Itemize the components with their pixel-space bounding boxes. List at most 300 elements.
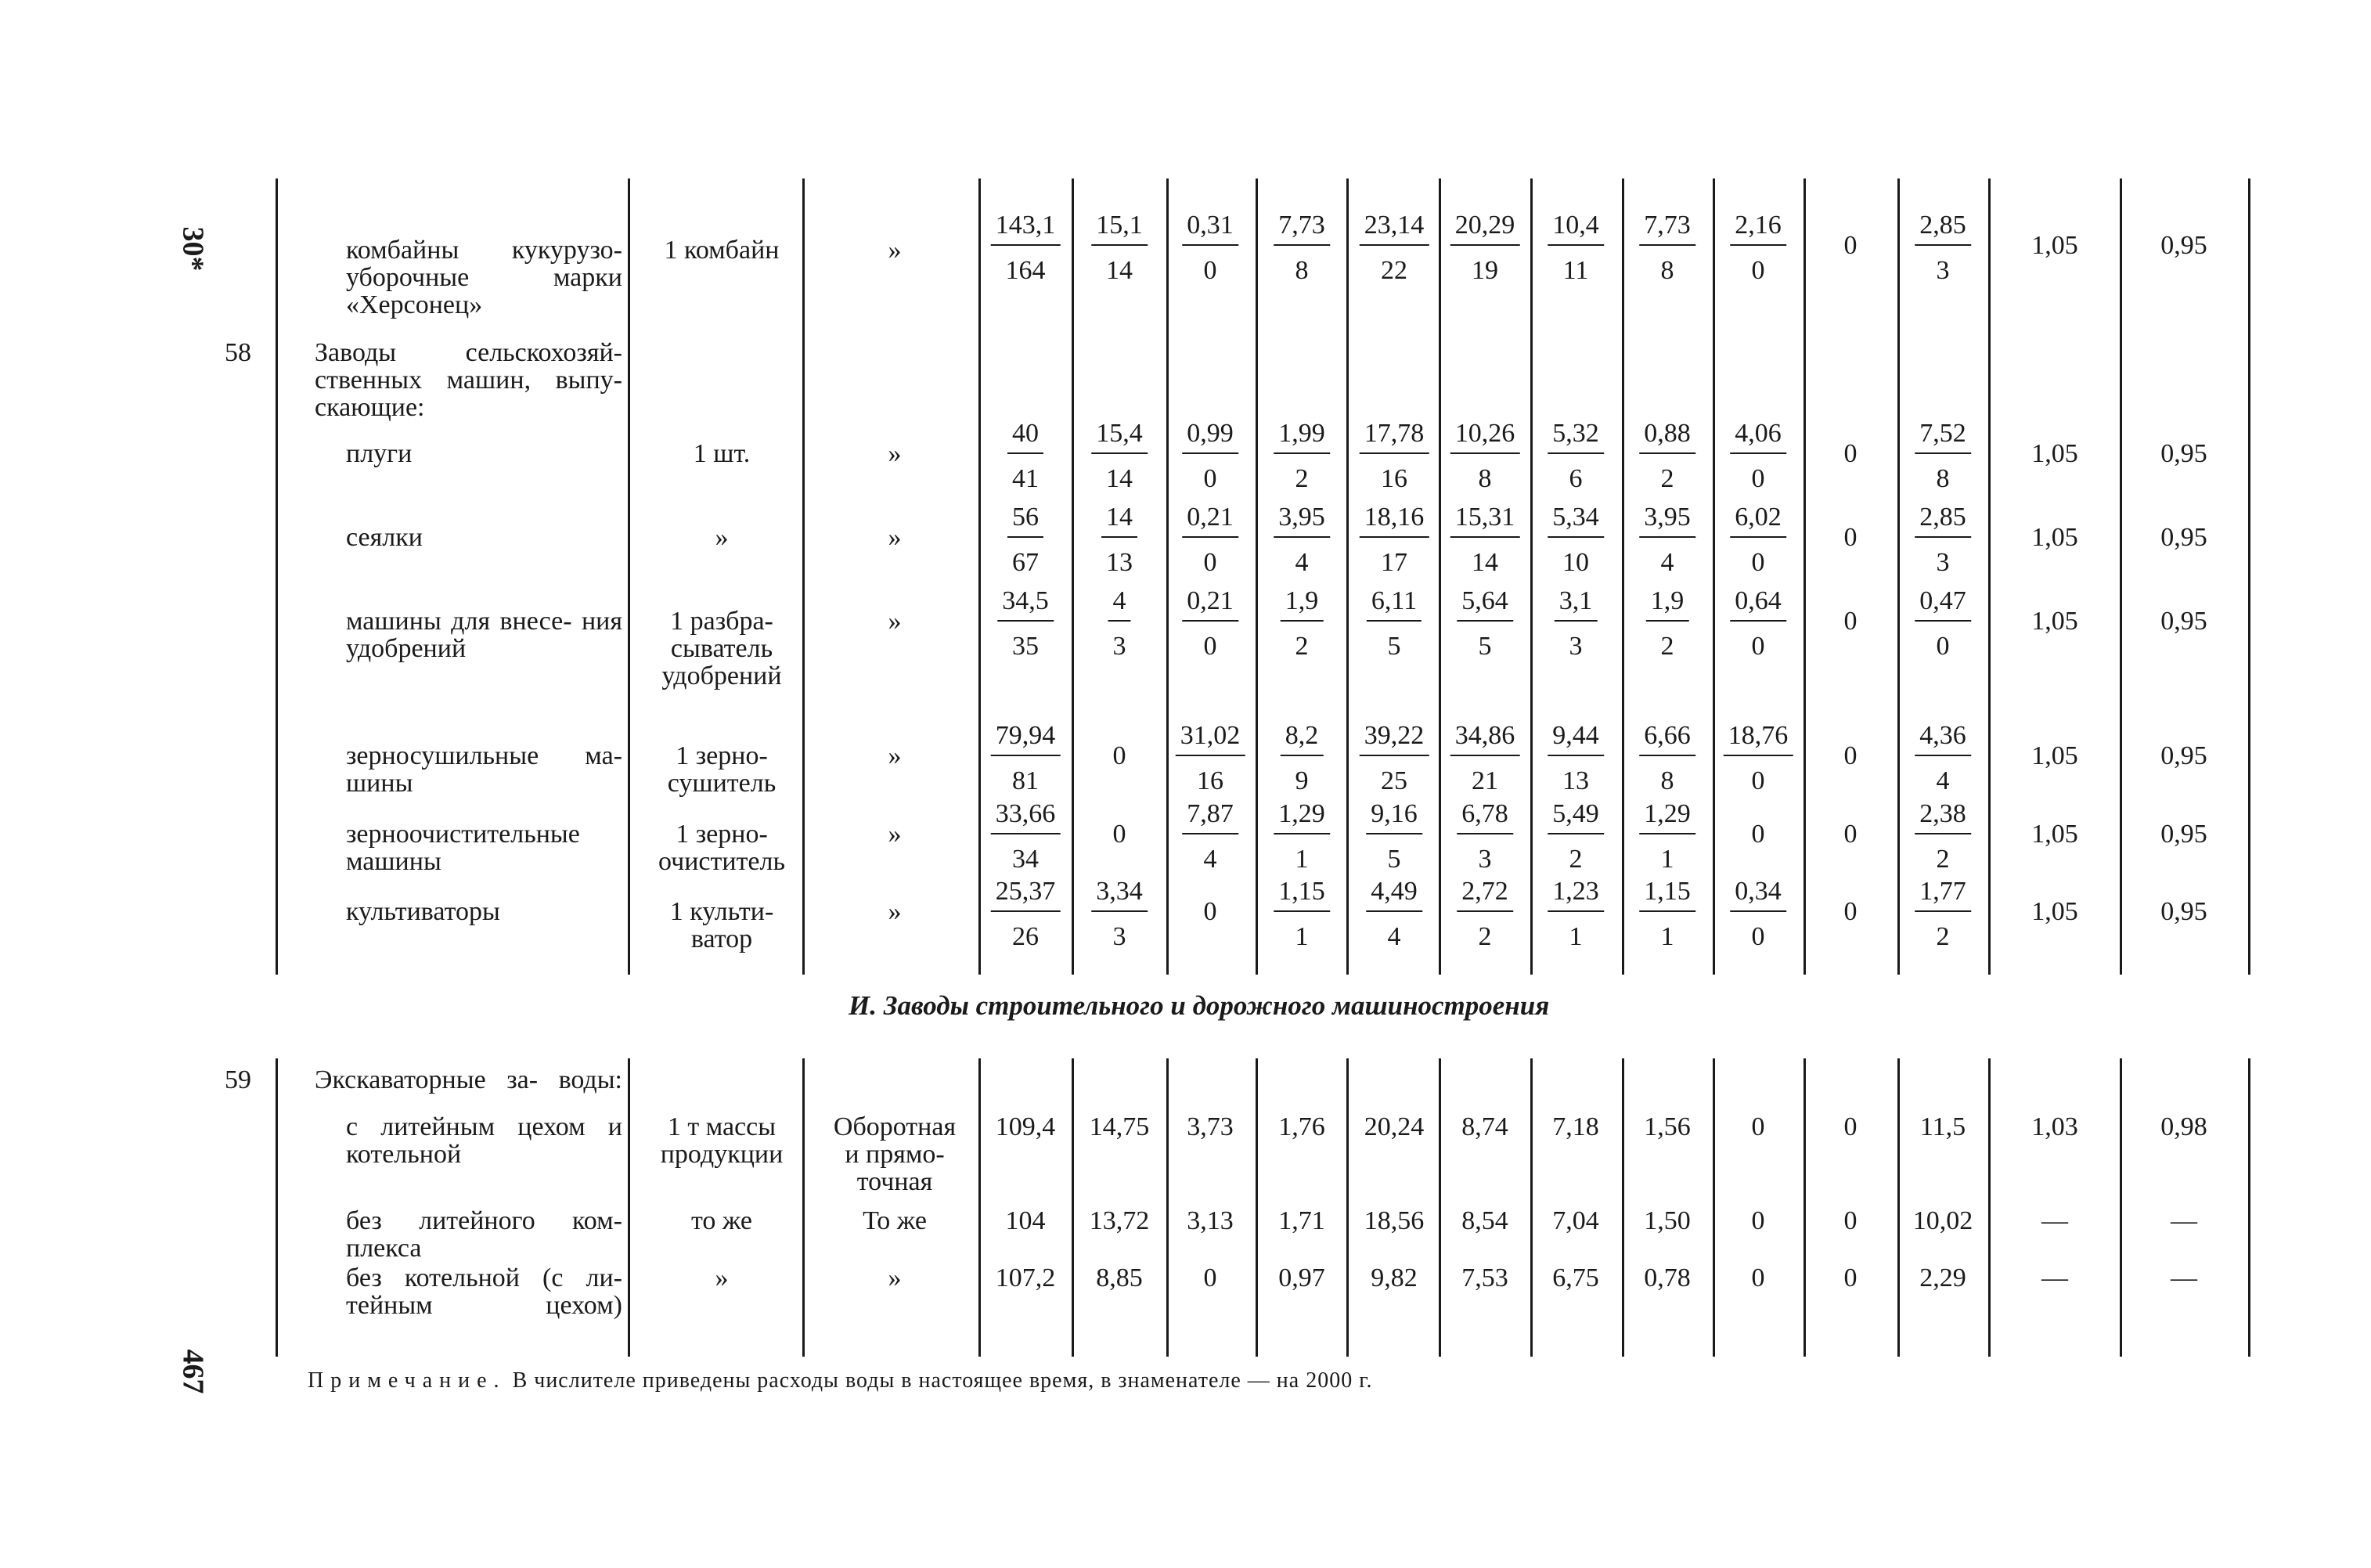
row-name: без котельной (с ли- тейным цехом) [346,1263,622,1320]
fraction-cell [1548,420,1604,493]
fraction-cell [1101,503,1137,577]
row-unit: 1 культи- ватор [669,897,774,953]
fraction-cell [1548,878,1604,951]
value-current: 31,02 [1176,722,1245,756]
row-name: сеялки [346,523,423,552]
value-cell: 0,97 [1278,1263,1325,1292]
value-current: 14 [1101,503,1137,538]
row-system: » [888,236,902,265]
column-rule [1803,1058,1806,1357]
row-unit: 1 зерно- сушитель [667,741,777,798]
value-current: 18,16 [1360,503,1429,538]
value-cell: 13,72 [1089,1206,1150,1235]
fraction-cell [1360,503,1429,577]
row-unit: то же [690,1206,753,1235]
fraction-cell [1360,722,1429,795]
row-name: плуги [346,439,413,468]
value-current: 7,73 [1639,211,1695,246]
fraction-cell [1366,800,1422,874]
fraction-cell [1450,420,1520,493]
fraction-cell [1639,800,1695,874]
value-2000: 9 [1295,766,1309,795]
value-cell: 1,71 [1278,1206,1325,1235]
value-current: 6,11 [1367,587,1422,622]
column-rule [628,1058,630,1357]
column-rule [1072,1058,1074,1357]
value-2000: 17 [1381,548,1407,577]
fraction-cell [1360,420,1429,493]
fraction-cell [1274,800,1330,874]
value-current: 1,15 [1639,878,1695,912]
value-2000: 0 [1751,632,1765,661]
fraction-cell [1730,503,1786,577]
column-rule [2120,178,2122,975]
value-2000: 2 [1660,632,1674,661]
value-cell: 0 [1843,741,1858,770]
fraction-cell [991,211,1061,285]
value-2000: 10 [1562,548,1589,577]
column-rule [276,178,278,975]
fraction-cell [1457,878,1513,951]
row-name: Заводы сельскохозяй- ственных машин, выпу- скающие: [315,338,622,422]
fraction-cell [1091,878,1148,951]
fraction-cell [1182,211,1238,285]
fraction-cell [1091,420,1148,493]
row-system: » [888,897,902,926]
fraction-cell [991,878,1061,951]
fraction-cell [1182,503,1238,577]
value-2000: 2 [1295,464,1309,493]
value-cell: 0 [1112,741,1126,770]
value-current: 9,44 [1548,722,1604,756]
value-2000: 8 [1478,464,1492,493]
column-rule [628,178,630,975]
value-current: 8,2 [1281,722,1324,756]
value-2000: 5 [1387,632,1401,661]
row-unit: 1 комбайн [664,236,780,265]
value-cell: 9,82 [1371,1263,1418,1292]
value-cell: 10,02 [1912,1206,1973,1235]
value-2000: 0 [1751,766,1765,795]
fraction-cell [1450,722,1520,795]
value-cell: 1,05 [2031,897,2078,926]
fraction-cell [1182,800,1238,874]
column-rule [276,1058,278,1357]
value-2000: 5 [1478,632,1492,661]
value-current: 7,73 [1274,211,1330,246]
column-rule [2248,178,2250,975]
fraction-cell [1548,722,1604,795]
value-current: 2,38 [1915,800,1971,834]
fraction-cell [1915,503,1971,577]
value-current: 2,85 [1915,503,1971,538]
value-2000: 22 [1381,256,1407,285]
row-unit: 1 зерно- очиститель [658,820,785,876]
value-current: 2,85 [1915,211,1971,246]
value-current: 1,15 [1274,878,1330,912]
value-2000: 35 [1012,632,1039,661]
fraction-cell [1730,420,1786,493]
value-2000: 0 [1203,256,1217,285]
value-2000: 1 [1295,922,1309,951]
value-cell: 7,53 [1461,1263,1508,1292]
value-2000: 4 [1936,766,1950,795]
value-cell: 0,78 [1644,1263,1691,1292]
column-rule [1256,1058,1258,1357]
value-cell: 18,56 [1364,1206,1425,1235]
row-unit: 1 разбра- сыватель удобрений [661,607,782,690]
value-current: 34,5 [997,587,1054,622]
value-2000: 4 [1203,845,1217,874]
value-current: 4,49 [1366,878,1422,912]
value-cell: 0,95 [2160,439,2207,468]
value-2000: 4 [1660,548,1674,577]
row-name: культиваторы [346,897,500,926]
note-text: В числителе приведены расходы воды в настоящее время, в знаменателе — на 2000 г. [512,1368,1373,1393]
row-system: » [888,1263,902,1292]
value-cell: 0,95 [2160,231,2207,260]
value-2000: 5 [1387,845,1401,874]
row-system: » [888,439,902,468]
value-2000: 2 [1569,845,1583,874]
value-current: 3,95 [1274,503,1330,538]
value-2000: 0 [1936,632,1950,661]
value-cell: 0 [1203,897,1217,926]
fraction-cell [1915,878,1971,951]
fraction-cell [1724,722,1793,795]
value-cell: — [2171,1206,2197,1235]
row-unit: » [715,523,729,552]
value-current: 10,4 [1548,211,1604,246]
note-label: Примечание. [308,1368,506,1393]
value-current: 1,9 [1646,587,1689,622]
row-name: без литейного ком- плекса [346,1206,622,1263]
value-2000: 2 [1660,464,1674,493]
fraction-cell [1548,800,1604,874]
value-cell: 0 [1843,1263,1858,1292]
fraction-cell [1730,878,1786,951]
value-current: 5,32 [1548,420,1604,454]
value-cell: — [2171,1263,2197,1292]
fraction-cell [1360,211,1429,285]
fraction-cell [1915,420,1971,493]
fraction-cell [1281,722,1324,795]
fraction-cell [1639,211,1695,285]
value-2000: 41 [1012,464,1039,493]
fraction-cell [991,722,1061,795]
value-cell: — [2041,1206,2068,1235]
fraction-cell [1646,587,1689,661]
value-cell: 0 [1751,1206,1765,1235]
value-current: 5,64 [1457,587,1513,622]
fraction-cell [1007,503,1043,577]
value-current: 7,52 [1915,420,1971,454]
fraction-cell [1915,722,1971,795]
value-cell: 0 [1843,1112,1858,1141]
value-current: 25,37 [991,878,1061,912]
value-2000: 21 [1472,766,1498,795]
value-cell: 0 [1843,820,1858,849]
value-current: 3,1 [1555,587,1598,622]
value-2000: 0 [1203,548,1217,577]
value-current: 0,21 [1182,587,1238,622]
value-current: 10,26 [1450,420,1520,454]
value-current: 2,72 [1457,878,1513,912]
table-note [308,1368,1373,1393]
value-cell: 0,95 [2160,523,2207,552]
section-heading: И. Заводы строительного и дорожного машиностроения [849,990,1550,1021]
value-2000: 1 [1660,922,1674,951]
value-current: 0,99 [1182,420,1238,454]
value-cell: 1,05 [2031,820,2078,849]
column-rule [1803,178,1806,975]
value-2000: 16 [1381,464,1407,493]
value-2000: 1 [1569,922,1583,951]
fraction-cell [1548,211,1604,285]
column-rule [1346,178,1349,975]
value-cell: 0 [1843,897,1858,926]
value-current: 17,78 [1360,420,1429,454]
value-current: 1,29 [1639,800,1695,834]
value-2000: 3 [1936,548,1950,577]
value-2000: 2 [1936,845,1950,874]
value-current: 18,76 [1724,722,1793,756]
value-2000: 3 [1936,256,1950,285]
value-2000: 14 [1106,464,1133,493]
value-cell: 0 [1203,1263,1217,1292]
value-cell: 20,24 [1364,1112,1425,1141]
value-current: 34,86 [1450,722,1520,756]
value-2000: 13 [1562,766,1589,795]
column-rule [802,1058,805,1357]
fraction-cell [1915,587,1971,661]
value-cell: 0 [1112,820,1126,849]
value-2000: 81 [1012,766,1039,795]
column-rule [2120,1058,2122,1357]
value-2000: 1 [1295,845,1309,874]
value-current: 4,06 [1730,420,1786,454]
fraction-cell [1555,587,1598,661]
value-current: 3,34 [1091,878,1148,912]
column-rule [1622,1058,1624,1357]
value-cell: 0,95 [2160,820,2207,849]
value-2000: 2 [1295,632,1309,661]
value-cell: 0 [1751,1263,1765,1292]
value-current: 143,1 [991,211,1061,246]
value-current: 1,29 [1274,800,1330,834]
value-2000: 25 [1381,766,1407,795]
value-2000: 14 [1472,548,1498,577]
value-current: 79,94 [991,722,1061,756]
value-2000: 14 [1106,256,1133,285]
value-current: 33,66 [991,800,1061,834]
value-current: 0,47 [1915,587,1971,622]
fraction-cell [1548,503,1604,577]
fraction-cell [1007,420,1043,493]
value-2000: 8 [1660,256,1674,285]
value-2000: 0 [1751,548,1765,577]
row-name: зерноочистительные машины [346,820,580,876]
fraction-cell [1639,420,1695,493]
row-name: зерносушильные ма- шины [346,741,622,798]
value-cell: 7,18 [1552,1112,1599,1141]
value-cell: 1,56 [1644,1112,1691,1141]
value-cell: 1,76 [1278,1112,1325,1141]
value-cell: 3,73 [1187,1112,1234,1141]
fraction-cell [1915,800,1971,874]
row-unit: 1 шт. [693,439,751,468]
value-current: 6,66 [1639,722,1695,756]
column-rule [1988,178,1991,975]
column-rule [1439,1058,1441,1357]
fraction-cell [1182,420,1238,493]
value-2000: 8 [1295,256,1309,285]
row-unit: 1 т массы продукции [660,1112,784,1169]
value-cell: 6,75 [1552,1263,1599,1292]
column-rule [1256,178,1258,975]
fraction-cell [1639,878,1695,951]
value-current: 0,34 [1730,878,1786,912]
value-current: 1,77 [1915,878,1971,912]
value-cell: 0,95 [2160,607,2207,636]
value-cell: 1,03 [2031,1112,2078,1141]
value-current: 1,9 [1281,587,1324,622]
value-cell: 107,2 [995,1263,1056,1292]
row-number: 59 [225,1065,251,1094]
value-2000: 34 [1012,845,1039,874]
value-2000: 2 [1478,922,1492,951]
value-2000: 8 [1936,464,1950,493]
value-cell: 0 [1843,439,1858,468]
column-rule [1622,178,1624,975]
value-cell: 0 [1843,231,1858,260]
value-2000: 0 [1751,922,1765,951]
value-cell: 7,04 [1552,1206,1599,1235]
fraction-cell [1281,587,1324,661]
value-2000: 4 [1295,548,1309,577]
value-2000: 3 [1112,632,1126,661]
value-current: 0,31 [1182,211,1238,246]
column-rule [1530,1058,1533,1357]
value-cell: 0,98 [2160,1112,2207,1141]
page-mark-top: 30* [176,226,210,272]
fraction-cell [1730,587,1786,661]
value-cell: 109,4 [995,1112,1056,1141]
value-current: 1,23 [1548,878,1604,912]
value-cell: 1,50 [1644,1206,1691,1235]
column-rule [1346,1058,1349,1357]
value-current: 20,29 [1450,211,1520,246]
row-name: Экскаваторные за- воды: [315,1065,622,1094]
value-2000: 67 [1012,548,1039,577]
fraction-cell [1915,211,1971,285]
fraction-cell [1457,587,1513,661]
value-cell: 1,05 [2031,231,2078,260]
fraction-cell [1450,211,1520,285]
row-system: » [888,607,902,636]
value-2000: 2 [1936,922,1950,951]
column-rule [978,1058,981,1357]
value-cell: 1,05 [2031,741,2078,770]
row-number: 58 [225,338,251,367]
value-current: 15,31 [1450,503,1520,538]
value-current: 7,87 [1182,800,1238,834]
fraction-cell [1091,211,1148,285]
column-rule [1713,1058,1715,1357]
row-system: Оборотная и прямо- точная [833,1112,957,1196]
value-cell: 0 [1751,1112,1765,1141]
value-current: 40 [1007,420,1043,454]
value-2000: 0 [1203,464,1217,493]
value-cell: 0,95 [2160,741,2207,770]
value-2000: 0 [1751,256,1765,285]
row-system: » [888,741,902,770]
value-cell: 8,74 [1461,1112,1508,1141]
fraction-cell [1176,722,1245,795]
fraction-cell [1274,211,1330,285]
column-rule [1166,178,1169,975]
fraction-cell [1274,420,1330,493]
column-rule [1072,178,1074,975]
column-rule [802,178,805,975]
fraction-cell [997,587,1054,661]
value-cell: 1,05 [2031,439,2078,468]
value-cell: 1,05 [2031,523,2078,552]
fraction-cell [1182,587,1238,661]
value-2000: 8 [1660,766,1674,795]
row-system: » [888,523,902,552]
value-current: 4 [1108,587,1131,622]
fraction-cell [1274,878,1330,951]
column-rule [1166,1058,1169,1357]
column-rule [1530,178,1533,975]
value-current: 6,02 [1730,503,1786,538]
value-cell: 2,29 [1919,1263,1966,1292]
column-rule [2248,1058,2250,1357]
value-2000: 3 [1478,845,1492,874]
row-name: машины для внесе- ния удобрений [346,607,622,663]
value-cell: 14,75 [1089,1112,1150,1141]
value-cell: 3,13 [1187,1206,1234,1235]
value-cell: 0 [1843,1206,1858,1235]
value-cell: 0 [1843,523,1858,552]
value-2000: 13 [1106,548,1133,577]
value-current: 0,88 [1639,420,1695,454]
value-cell: 1,05 [2031,607,2078,636]
column-rule [1713,178,1715,975]
fraction-cell [1367,587,1422,661]
fraction-cell [1274,503,1330,577]
fraction-cell [991,800,1061,874]
value-2000: 4 [1387,922,1401,951]
value-current: 5,49 [1548,800,1604,834]
value-2000: 6 [1569,464,1583,493]
value-2000: 3 [1569,632,1583,661]
value-current: 3,95 [1639,503,1695,538]
fraction-cell [1108,587,1131,661]
value-current: 0,64 [1730,587,1786,622]
column-rule [1439,178,1441,975]
value-current: 39,22 [1360,722,1429,756]
row-unit: » [715,1263,729,1292]
value-current: 15,1 [1091,211,1148,246]
column-rule [1988,1058,1991,1357]
row-system: » [888,820,902,849]
value-2000: 19 [1472,256,1498,285]
value-current: 0,21 [1182,503,1238,538]
value-current: 4,36 [1915,722,1971,756]
value-current: 5,34 [1548,503,1604,538]
